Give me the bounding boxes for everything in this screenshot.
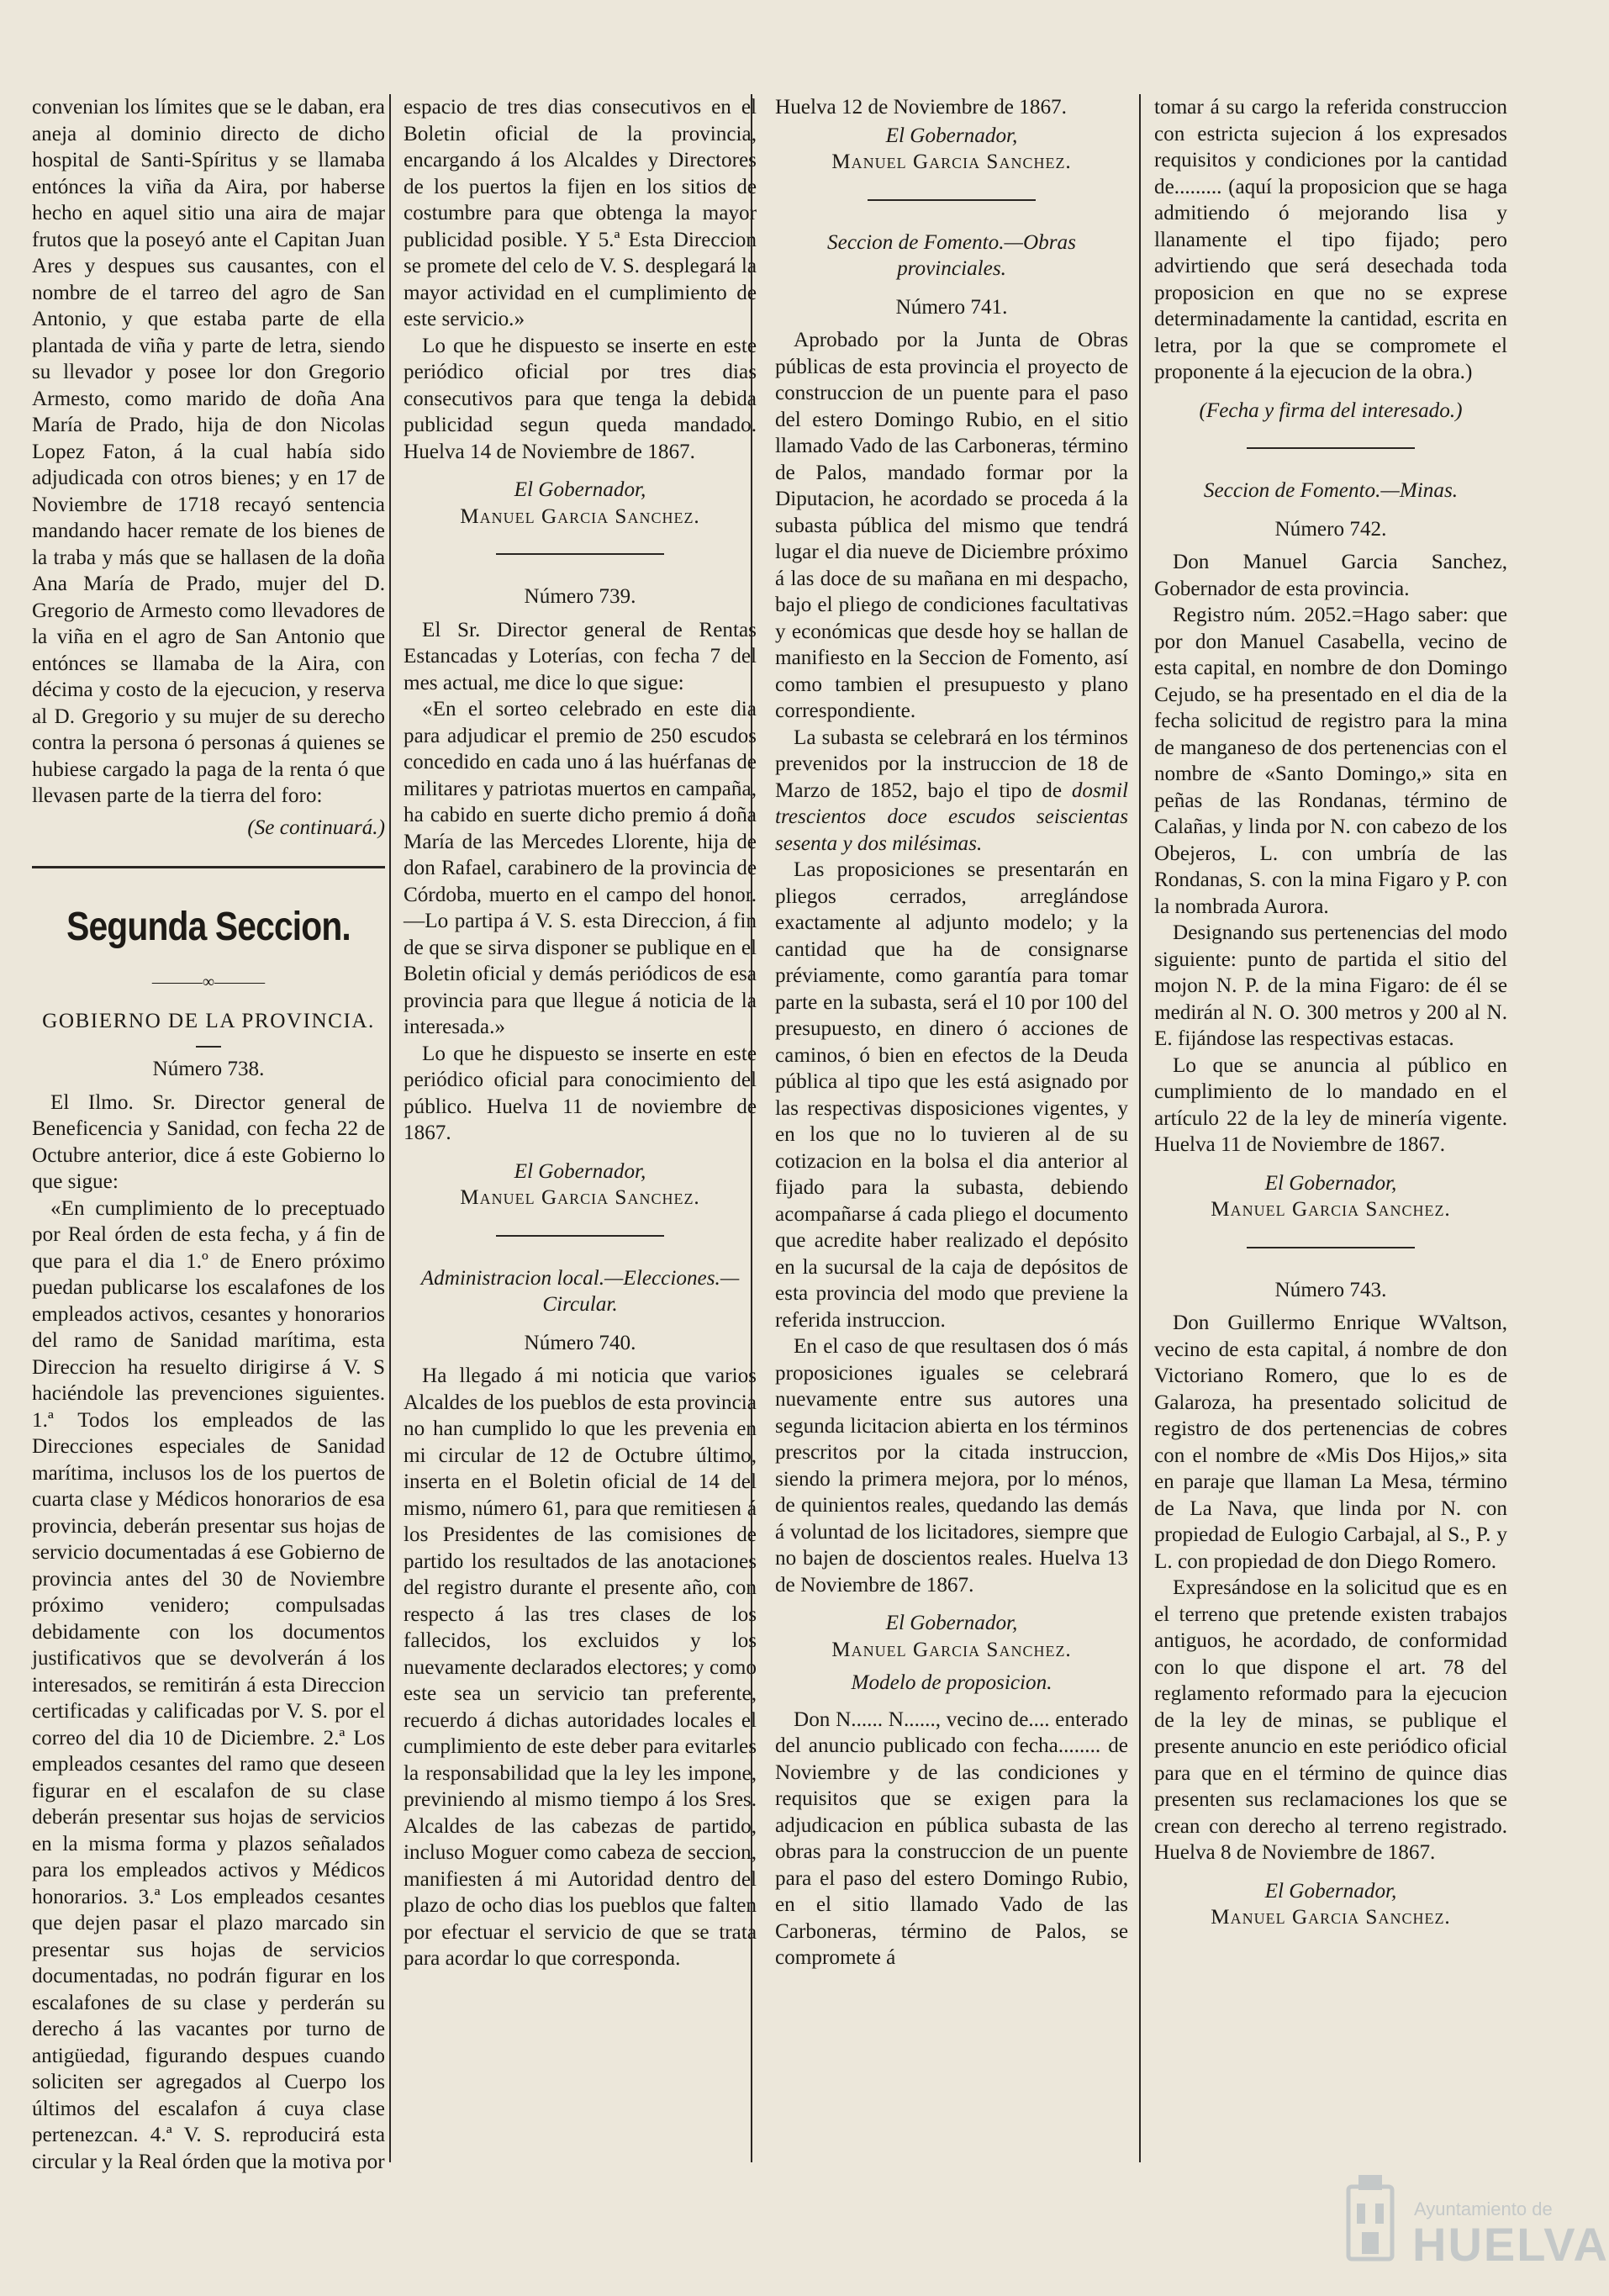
crest-icon: [1337, 2170, 1404, 2271]
paragraph: Don Manuel Garcia Sanchez, Gobernador de esta provincia.: [1154, 551, 1507, 600]
paragraph: Las proposiciones se presentarán en pliegos cerrados, arreglándose exactamente al adjunto modelo; y la cantidad que ha de consignarse préviamente, como garantía para tomar parte en la subasta, será el 10 por 100 del presupuesto, en dinero ó acciones de caminos, ó bien en efectos de la Deuda pública al tipo que les está asignado por las respectivas disposiciones vigentes, y en los que no lo tuvieren al de su cotizacion en la bolsa el dia anterior al fijado para la subasta, debiendo acompañarse á cada pliego el documento que acredite haber realizado el depósito en la sucursal de la caja de depósitos de esta provincia del modo que previene la referida instruccion.: [775, 858, 1128, 1332]
paragraph: Expresándose en la solicitud que es en el terreno que pretende existen trabajos antiguos, he acordado, de conformidad con lo que dispone el art. 78 del reglamento reformado para la ejecucion de la ley de minas, se publique el presente anuncio en este periódico oficial para que en el término de quince dias presenten sus reclamaciones los que se crean con derecho al terreno registrado. Huelva 8 de Noviembre de 1867.: [1154, 1576, 1507, 1864]
section-heading: GOBIERNO DE LA PROVINCIA.: [42, 1009, 375, 1032]
paragraph: Lo que he dispuesto se inserte en este periódico oficial por tres dias consecutivos para que tenga la debida publicidad segun queda mandado. Huelva 14 de Noviembre de 1867.: [404, 334, 757, 463]
column-2: [404, 94, 757, 1972]
paragraph-text: La subasta se celebrará en los términos prevenidos por la instruccion de 18 de Marzo de 1852, bajo el tipo de: [775, 726, 1128, 802]
divider: [496, 553, 664, 555]
paragraph: «En cumplimiento de lo preceptuado por Real órden de esta fecha, y á fin de que para el dia 1.º de Enero próximo puedan publicarse los escalafones de los empleados activos, cesantes y honorarios del ramo de Sanidad marítima, esta Direccion ha resuelto dirigirse á V. S haciéndole las prevenciones siguientes. 1.ª Todos los empleados de las Direcciones especiales de Sanidad marítima, inclusos los de los puertos de cuarta clase y Médicos honorarios de esa provincia, deberán presentar sus hojas de servicio documentadas á ese Gobierno de provincia antes del 30 de Noviembre próximo venidero; compulsadas debidamente con los documentos justificativos que se devolverán á los interesados, se remitirán á esta Direccion certificadas y calificadas por V. S. por el correo del dia 10 de Diciembre. 2.ª Los empleados cesantes del ramo que deseen figurar en el escalafon de su clase deberán presentar sus hojas de servicios en la misma forma y plazos señalados para los empleados activos y Médicos honorarios. 3.ª Los empleados cesantes que dejen pasar el plazo marcado sin presentar sus hojas de servicios documentadas, no podrán figurar en los escalafones de su clase y perderán su derecho á las vacantes por turno de antigüedad, figurando despues cuando soliciten ser agregados al Cuerpo los últimos del escalafon á cuya clase pertenezcan. 4.ª V. S. reproducirá esta circular y la Real órden que la motiva por: [32, 1196, 385, 2173]
number-741: Número 741.: [895, 295, 1008, 319]
governor-label: El Gobernador,: [1264, 1171, 1397, 1195]
divider: [868, 199, 1036, 201]
watermark-line-2: HUELVA: [1412, 2218, 1609, 2271]
divider: [1247, 1247, 1415, 1248]
governor-label: El Gobernador,: [885, 1612, 1018, 1634]
governor-label: El Gobernador,: [514, 478, 646, 501]
model-heading: Modelo de proposicion.: [851, 1671, 1052, 1694]
governor-signature: Manuel Garcia Sanchez.: [460, 504, 700, 528]
number-740: Número 740.: [524, 1331, 636, 1354]
paragraph: Don Guillermo Enrique WValtson, vecino de esta capital, á nombre de don Victoriano Romero, que lo es de Galaroza, ha presentado solicitud de registro de dos pertenencias de cobres con el nombre de «Mis Dos Hijos,» sita en paraje que llaman La Mesa, término de La Nava, que linda por N. con propiedad de Eulogio Carbajal, al S., P. y L. con propiedad de don Diego Romero.: [1154, 1312, 1507, 1573]
paragraph: Lo que se anuncia al público en cumplimiento de lo mandado en el artículo 22 de la ley de minería vigente. Huelva 11 de Noviembre de 1867.: [1154, 1053, 1507, 1156]
continued-text: espacio de tres dias consecutivos en el Boletin oficial de la provincia, encargando á los Alcaldes y Directores de los puertos la fijen en los sitios de costumbre para que obtenga la mayor publicidad posible. Y 5.ª Esta Direccion se promete del celo de V. S. desplegará la mayor actividad en el cumplimiento de este servicio.»: [404, 96, 757, 330]
column-rule: [1139, 94, 1141, 2162]
paragraph: «En el sorteo celebrado en este dia para adjudicar el premio de 250 escudos concedido en cada uno á las huérfanas de militares y patriotas muertos en campaña, ha cabido en suerte dicho premio á doña María de las Mercedes Llorente, hija de don Rafael, carabinero de la provincia de Córdoba, muerto en el campo del honor.—Lo partipa á V. S. esta Direccion, á fin de que se sirva disponer se publique en el Boletin oficial y demás periódicos de esa provincia para que llegue á noticia de la interesada.»: [404, 698, 757, 1038]
number-742: Número 742.: [1274, 517, 1387, 541]
continued-text: convenian los límites que se le daban, era aneja al dominio directo de dicho hospital de Santi-Spíritus y se llamaba entónces la viña da Aira, por haberse hecho en aquel sitio una aira de majar frutos que la poseyó ante el Capitan Juan Ares y despues sus causantes, con el nombre de el tarreo del agro de San Antonio, y que estaba parte de ella plantada de viña y parte de letra, siendo su llevador y posee lor don Gregorio Armesto, como marido de doña Ana María de Prado, hija de don Nicolas Lopez Faton, á la cual había sido adjudicada con otros bienes; y en 17 de Noviembre de 1718 recayó sentencia mandando hacer remate de los bienes de la traba y más que se hallasen de la doña Ana María de Prado, mujer del D. Gregorio de Armesto como llevadores de la viña en el agro de San Antonio que entónces se llamaba de la Aira, con décima y costo de la ejecucion, y reserva al D. Gregorio y su mujer de su derecho contra la persona ó personas á quienes se hubiese cargado la paga de la renta ó que llevasen parte de la tierra del foro:: [32, 96, 385, 807]
paragraph: El Ilmo. Sr. Director general de Beneficencia y Sanidad, con fecha 22 de Octubre anterior, dice á este Gobierno lo que sigue:: [32, 1090, 385, 1193]
column-3: [775, 94, 1128, 1971]
paragraph: Designando sus pertenencias del modo siguiente: punto de partida el sitio del mojon N. P. de la mina Figaro: de él se medirán al N. O. 300 metros y 200 al N. E. fijándose las respectivas estacas.: [1154, 921, 1507, 1050]
divider: [1247, 447, 1415, 449]
number-738: Número 738.: [152, 1058, 265, 1080]
number-743: Número 743.: [1274, 1278, 1387, 1301]
governor-label: El Gobernador,: [514, 1159, 646, 1183]
paragraph: [775, 725, 1128, 858]
date-signature-note: (Fecha y firma del interesado.): [1199, 399, 1463, 422]
governor-label: El Gobernador,: [1264, 1879, 1397, 1903]
section-heading: Administracion local.—Elecciones.—Circular.: [420, 1266, 740, 1316]
paragraph: El Sr. Director general de Rentas Estancadas y Loterías, con fecha 7 del mes actual, me dice lo que sigue:: [404, 618, 757, 694]
governor-signature: Manuel Garcia Sanchez.: [831, 150, 1072, 173]
paragraph: Lo que he dispuesto se inserte en este periódico oficial para conocimiento del público. Huelva 11 de noviembre de 1867.: [404, 1042, 757, 1144]
governor-signature: Manuel Garcia Sanchez.: [1211, 1198, 1451, 1221]
date-line: Huelva 12 de Noviembre de 1867.: [775, 96, 1067, 119]
section-title: Segunda Seccion.: [66, 905, 351, 949]
column-1: [32, 94, 385, 2175]
section-heading: Seccion de Fomento.—Obras provinciales.: [827, 230, 1076, 280]
governor-signature: Manuel Garcia Sanchez.: [831, 1638, 1072, 1661]
continued-text: tomar á su cargo la referida construccion con estricta sujecion á los expresados requisitos y condiciones por la cantidad de......... (aquí la proposicion que se haga admitiendo ó mejorando lisa y llanamente el tipo fijado; pero advirtiendo que será desechada toda proposicion en que no se exprese determinadamente la cantidad, escrita en letra, por la que se compromete el proponente á la ejecucion de la obra.): [1154, 96, 1507, 383]
paragraph: En el caso de que resultasen dos ó más proposiciones iguales se celebrará nuevamente entre sus autores una segunda licitacion abierta en los términos prescritos por la citada instruccion, siendo la primera mejora, por lo ménos, de quinientos reales, quedando las demás á voluntad de los licitadores, siempre que no bajen de doscientos reales. Huelva 13 de Noviembre de 1867.: [775, 1335, 1128, 1597]
governor-label: El Gobernador,: [885, 124, 1018, 147]
paragraph: Registro núm. 2052.=Hago saber: que por don Manuel Casabella, vecino de esta capital, en nombre de don Domingo Cejudo, se ha presentado en el dia de la fecha solicitud de registro para la mina de manganeso de dos pertenencias con el nombre de «Santo Domingo,» sita en peñas de las Rondanas, término de Calañas, y linda por N. con cabezo de los Obejeros, L. con umbría de las Rondanas, S. con la mina Figaro y P. con la nombrada Aurora.: [1154, 604, 1507, 918]
paragraph: Don N...... N......, vecino de.... enterado del anuncio publicado con fecha........ de Noviembre y de las condiciones y requisitos que se exigen para la adjudicacion en pública subasta de las obras para la construccion de un puente para el paso del estero Domingo Rubio, en el sitio llamado Vado de las Carboneras, término de Palos, se compromete á: [775, 1707, 1128, 1969]
section-heading: Seccion de Fomento.—Minas.: [1203, 479, 1459, 502]
to-be-continued: (Se continuará.): [247, 815, 385, 839]
section-rule: [32, 866, 385, 868]
archive-watermark: [1337, 2165, 1609, 2283]
divider: [196, 1046, 221, 1048]
paragraph: Aprobado por la Junta de Obras públicas de esta provincia el proyecto de construccion de un puente para el paso del estero Domingo Rubio, en el sitio llamado Vado de las Carboneras, término de Palos, mandado formar por la Diputacion, he acordado se proceda á la subasta pública del mismo que tendrá lugar el dia nueve de Diciembre próximo á las doce de su mañana en mi despacho, bajo el pliego de condiciones facultativas y económicas que desde hoy se hallan de manifiesto en la Seccion de Fomento, así como tambien el presupuesto y plano correspondiente.: [775, 329, 1128, 722]
column-rule: [389, 94, 391, 2162]
amount-italic: dosmil trescientos doce escudos seiscientas sesenta y dos milésimas.: [775, 779, 1128, 855]
number-739: Número 739.: [524, 585, 636, 608]
ornament: ———∞———: [151, 973, 266, 991]
column-4: [1154, 94, 1507, 1938]
divider: [496, 1235, 664, 1237]
paragraph: Ha llegado á mi noticia que varios Alcaldes de los pueblos de esta provincia no han cumplido lo que les prevenia en mi circular de 12 de Octubre último, inserta en el Boletin oficial de 14 del mismo, número 61, para que remitiesen á los Presidentes de las comisiones de partido los resultados de las anotaciones del registro durante el presente año, con respecto á las tres clases de los fallecidos, los excluidos y los nuevamente declarados electores; y como este sea un servicio tan preferente, recuerdo á dichas autoridades locales el cumplimiento de este deber para evitarles la responsabilidad que la ley les impone, previniendo al mismo tiempo á los Sres. Alcaldes de las cabezas de partido, incluso Moguer como cabeza de seccion, manifiesten á mi Autoridad dentro del plazo de ocho dias los pueblos que falten por efectuar el servicio de que se trata para acordar lo que corresponda.: [404, 1364, 757, 1970]
watermark-line-1: Ayuntamiento de: [1414, 2198, 1553, 2219]
governor-signature: Manuel Garcia Sanchez.: [1211, 1906, 1451, 1929]
governor-signature: Manuel Garcia Sanchez.: [460, 1186, 700, 1209]
